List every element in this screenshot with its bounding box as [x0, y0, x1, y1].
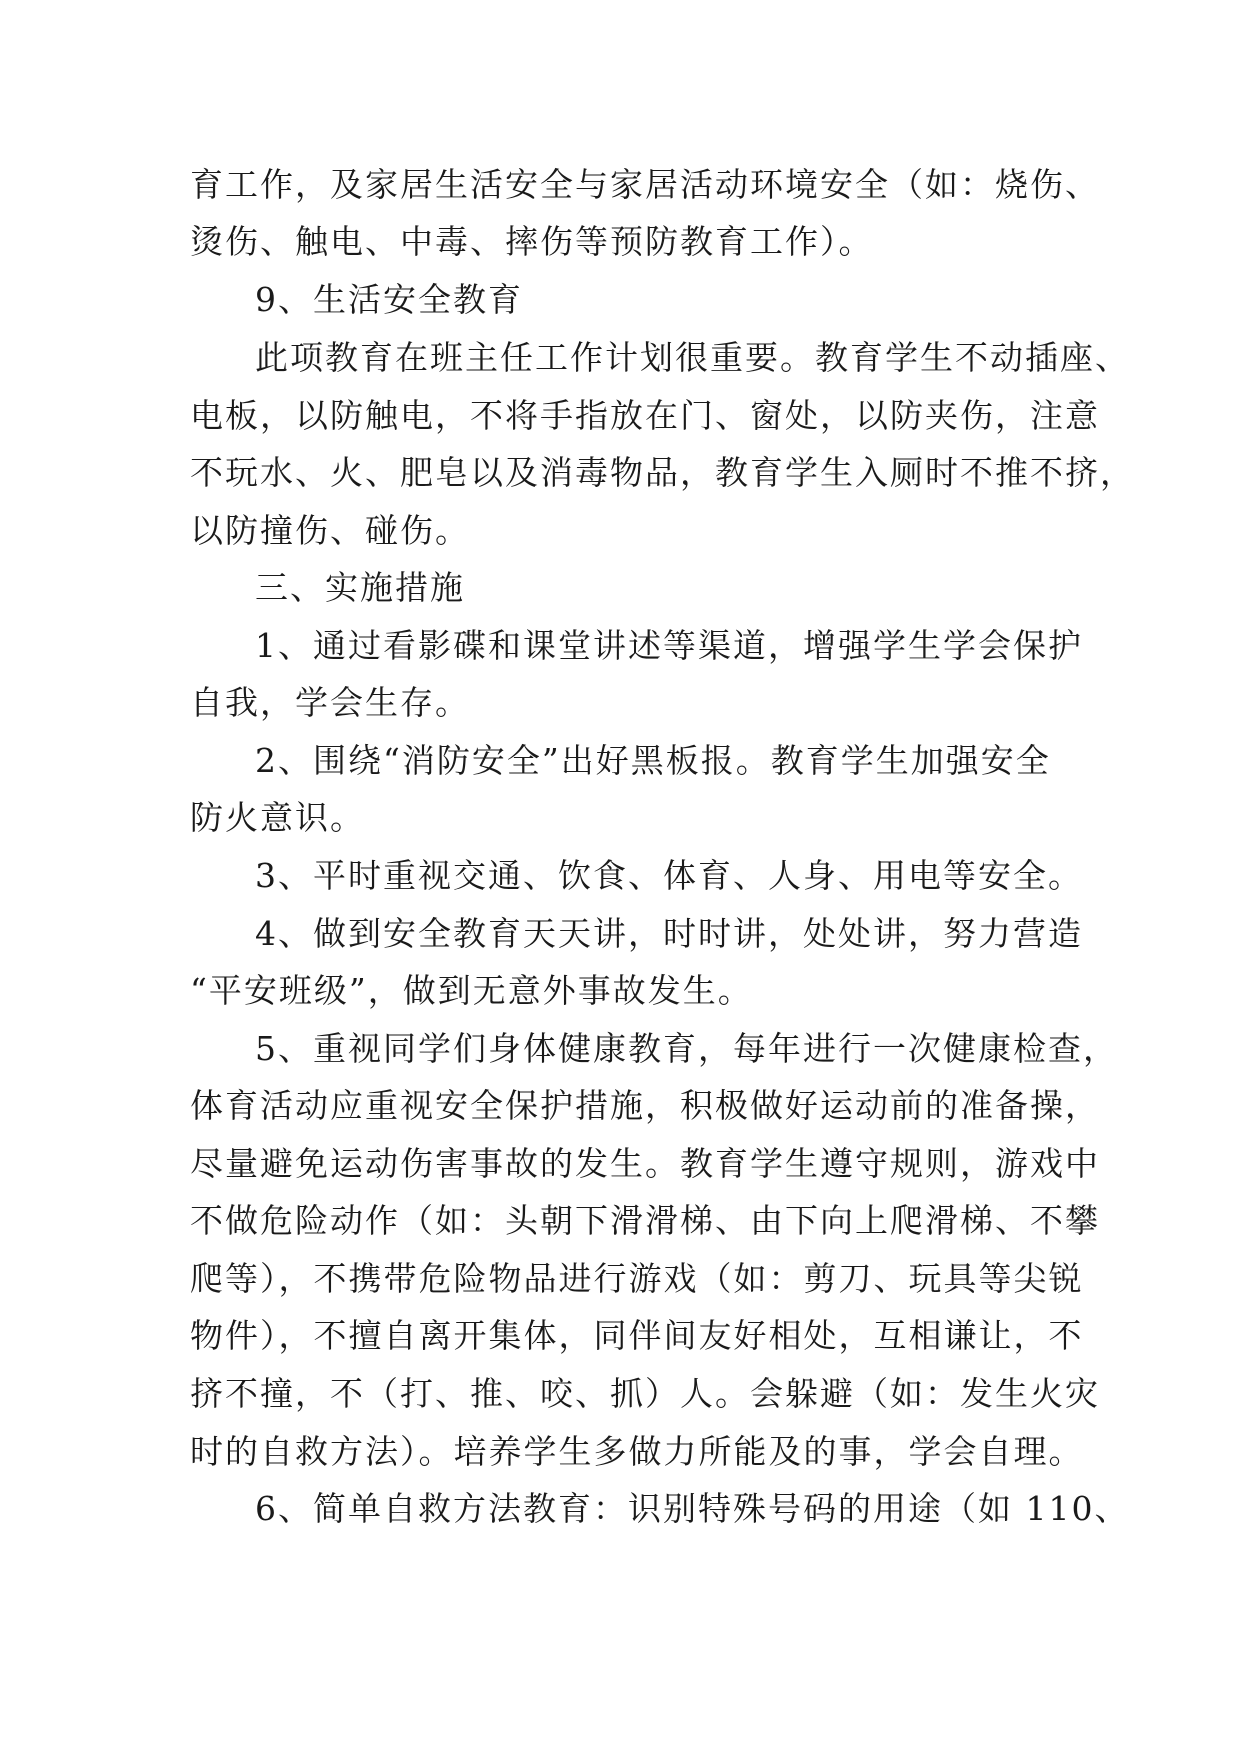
- text-line: 尽量避免运动伤害事故的发生。教育学生遵守规则，游戏中: [190, 1144, 1100, 1183]
- text-line: “平安班级”，做到无意外事故发生。: [190, 971, 753, 1010]
- text-line: 挤不撞，不（打、推、咬、抓）人。会躲避（如：发生火灾: [190, 1374, 1100, 1413]
- text-line: 自我，学会生存。: [190, 683, 470, 722]
- text-line: 此项教育在班主任工作计划很重要。教育学生不动插座、: [255, 338, 1130, 377]
- text-line: 5、重视同学们身体健康教育，每年进行一次健康检查，: [255, 1029, 1118, 1068]
- text-line: 时的自救方法）。培养学生多做力所能及的事，学会自理。: [190, 1432, 1084, 1471]
- text-line: 以防撞伤、碰伤。: [190, 511, 470, 550]
- text-line: 防火意识。: [190, 798, 365, 837]
- text-line: 育工作，及家居生活安全与家居活动环境安全（如：烧伤、: [190, 165, 1100, 204]
- text-line: 6、简单自救方法教育：识别特殊号码的用途（如 110、: [255, 1489, 1130, 1528]
- text-line: 体育活动应重视安全保护措施，积极做好运动前的准备操，: [190, 1086, 1100, 1125]
- text-line: 烫伤、触电、中毒、摔伤等预防教育工作）。: [190, 222, 874, 261]
- text-line: 3、平时重视交通、饮食、体育、人身、用电等安全。: [255, 856, 1083, 895]
- section-heading: 三、实施措施: [255, 568, 465, 607]
- text-line: 1、通过看影碟和课堂讲述等渠道，增强学生学会保护: [255, 626, 1083, 665]
- text-line: 爬等），不携带危险物品进行游戏（如：剪刀、玩具等尖锐: [190, 1259, 1084, 1298]
- text-line: 物件），不擅自离开集体，同伴间友好相处，互相谦让，不: [190, 1316, 1084, 1355]
- text-line: 2、围绕“消防安全”出好黑板报。教育学生加强安全: [255, 741, 1051, 780]
- section-heading: 9、生活安全教育: [255, 280, 523, 319]
- text-line: 不玩水、火、肥皂以及消毒物品，教育学生入厕时不推不挤，: [190, 453, 1135, 492]
- text-line: 电板，以防触电，不将手指放在门、窗处，以防夹伤，注意: [190, 396, 1100, 435]
- text-line: 4、做到安全教育天天讲，时时讲，处处讲，努力营造: [255, 914, 1083, 953]
- text-line: 不做危险动作（如：头朝下滑滑梯、由下向上爬滑梯、不攀: [190, 1201, 1100, 1240]
